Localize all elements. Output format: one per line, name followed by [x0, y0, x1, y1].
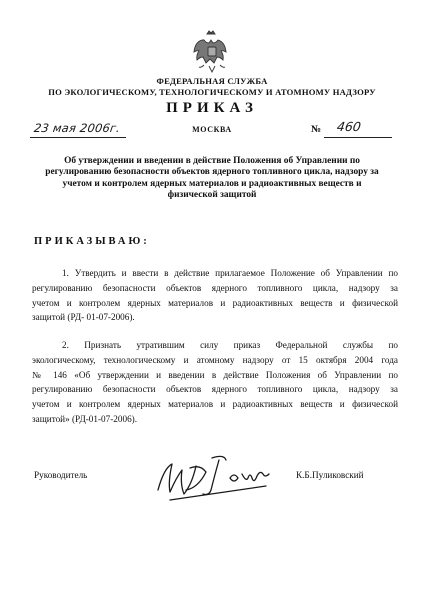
paragraph-line: защитой» (РД-01-07-2006). — [32, 413, 138, 424]
agency-name-line2: ПО ЭКОЛОГИЧЕСКОМУ, ТЕХНОЛОГИЧЕСКОМУ И АТОМНОМУ НАДЗОРУ — [48, 87, 376, 97]
prikazyvayu-label: ПРИКАЗЫВАЮ: — [34, 236, 150, 247]
paragraph-line: учетом и контролем ядерных материалов и радиоактивных веществ и физической — [32, 297, 398, 308]
heading-line: физической защитой — [167, 190, 257, 201]
coat-of-arms-icon — [193, 30, 231, 74]
paragraph-line: экологическому, технологическому и атомному надзору от 15 октября 2004 года — [32, 354, 398, 365]
number-sign: № — [311, 124, 322, 135]
paragraph-line: регулированию безопасности объектов ядерного топливного цикла, надзору за — [32, 384, 398, 395]
agency-name-line1: ФЕДЕРАЛЬНАЯ СЛУЖБА — [156, 76, 268, 86]
date-underline — [30, 137, 126, 138]
paragraph-line: № 146 «Об утверждении и введении в действие Положения об Управлении по — [32, 369, 398, 380]
order-date: 23 мая 2006г. — [33, 121, 122, 135]
city: МОСКВА — [192, 125, 232, 134]
paragraph-line: 1. Утвердить и ввести в действие прилагаемое Положение об Управлении по — [62, 268, 398, 278]
paragraph-line: регулированию безопасности объектов ядерного топливного цикла, надзору за — [32, 282, 398, 293]
heading-line: регулированию безопасности объектов ядерного топливного цикла, надзору за — [45, 167, 379, 178]
paragraph-line: учетом и контролем ядерных материалов и радиоактивных веществ и физической — [32, 399, 398, 410]
signer-role: Руководитель — [34, 470, 88, 480]
paragraph-line: 2. Признать утратившим силу приказ Федеральной службы по — [62, 340, 398, 350]
order-title: ПРИКАЗ — [166, 100, 258, 116]
order-number: 460 — [335, 119, 362, 134]
heading-line: учетом и контролем ядерных материалов и радиоактивных веществ и — [62, 178, 362, 189]
handwritten-signature — [150, 448, 280, 508]
paragraph-1 — [32, 266, 398, 325]
order-heading — [44, 156, 380, 202]
heading-line: Об утверждении и введении в действие Положения об Управлении по — [64, 156, 360, 166]
signer-name: К.Б.Пуликовский — [296, 470, 364, 480]
paragraph-line: защитой (РД- 01-07-2006). — [32, 312, 135, 323]
paragraph-2 — [32, 338, 398, 427]
number-underline — [324, 137, 392, 138]
